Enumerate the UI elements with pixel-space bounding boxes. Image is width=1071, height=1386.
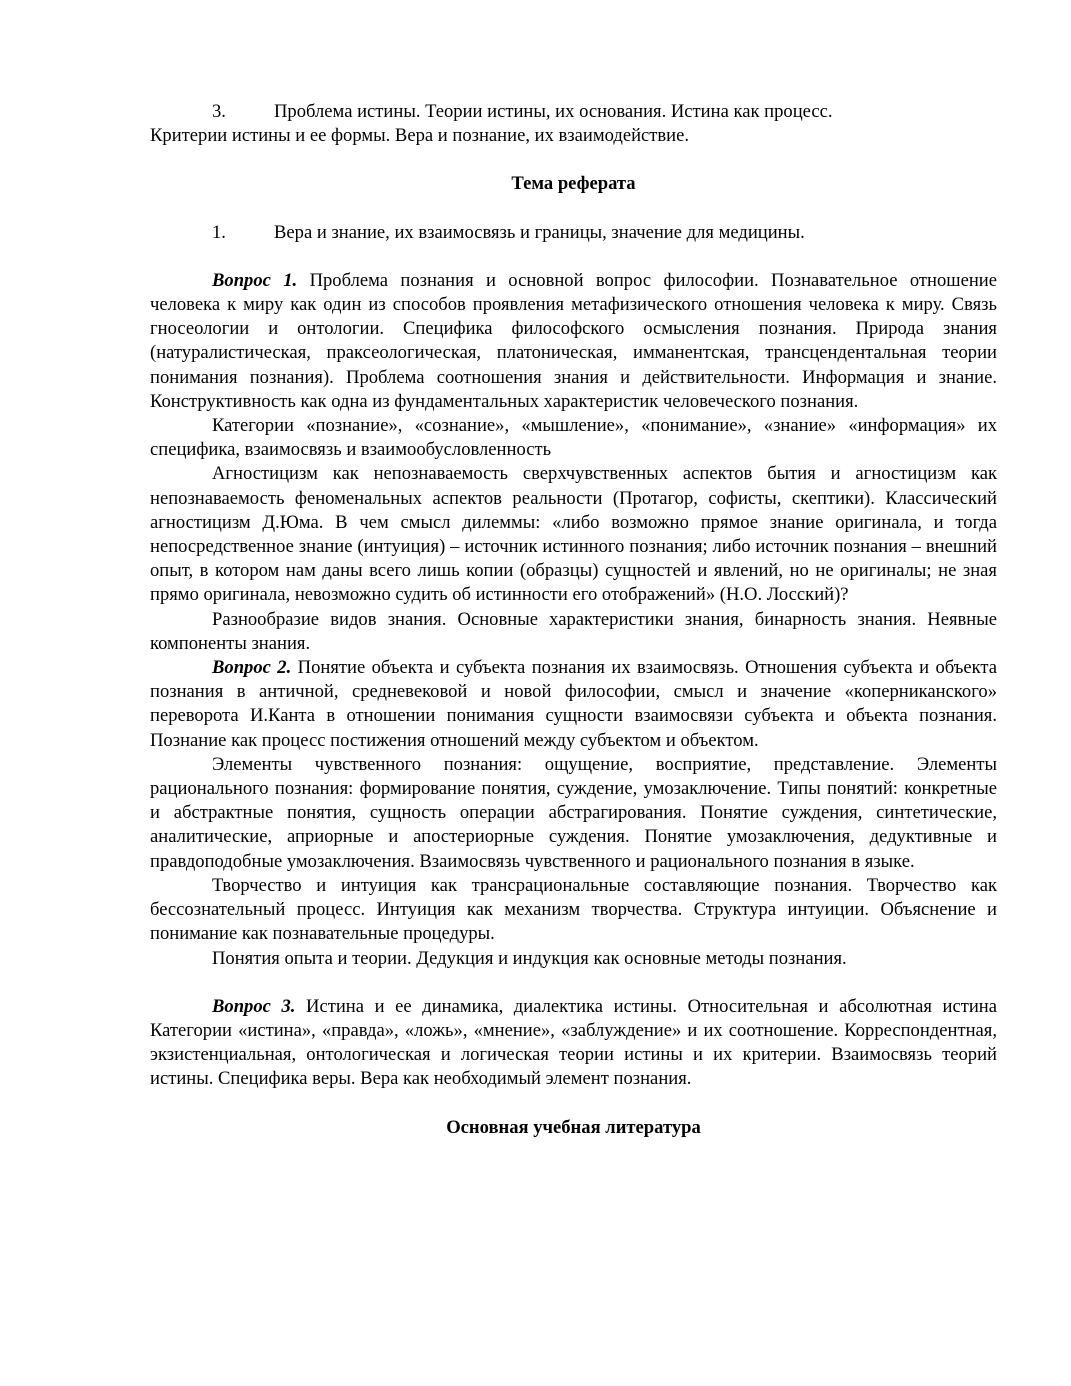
question-1-paragraph-2: Категории «познание», «сознание», «мышление», «понимание», «знание» «информация» их специфика, взаимосвязь и взаимообусловленность: [150, 415, 997, 461]
document-body: [150, 100, 997, 1140]
topic-item-text: Вера и знание, их взаимосвязь и границы, значение для медицины.: [274, 221, 805, 243]
list-item-3-continuation: Критерии истины и ее формы. Вера и познание, их взаимодействие.: [150, 125, 690, 147]
question-3-text: Истина и ее динамика, диалектика истины. Относительная и абсолютная истина Категории «истина», «правда», «ложь», «мнение», «заблуждение» и их соотношение. Корреспондентная, экзистенциальная, онтологическая и логическая теории истины и их критерии. Взаимосвязь теорий истины. Специфика веры. Вера как необходимый элемент познания.: [150, 995, 997, 1090]
question-2-label: Вопрос 2.: [212, 657, 292, 679]
list-number: 1.: [212, 221, 226, 243]
question-2-text: Понятие объекта и субъекта познания их взаимосвязь. Отношения субъекта и объекта познания в античной, средневековой и новой философии, смысл и значение «коперниканского» переворота И.Канта в отношении понимания сущности взаимосвязи субъекта и объекта познания. Познание как процесс постижения отношений между субъектом и объектом.: [150, 657, 997, 751]
question-2-paragraph-3: Творчество и интуиция как трансрациональные составляющие познания. Творчество как бессознательный процесс. Интуиция как механизм творчества. Структура интуиции. Объяснение и понимание как познавательные процедуры.: [150, 874, 997, 945]
question-3-label: Вопрос 3.: [212, 995, 296, 1017]
list-item-3: [150, 100, 997, 124]
question-3-paragraph-1: [150, 995, 997, 1092]
list-number: 3.: [212, 101, 226, 122]
spacer: [150, 1092, 997, 1116]
topic-heading: Тема реферата: [511, 173, 636, 195]
spacer: [150, 971, 997, 995]
question-2-paragraph-1: [150, 656, 997, 753]
spacer: [150, 197, 997, 221]
question-1-text: Проблема познания и основной вопрос философии. Познавательное отношение человека к миру как один из способов проявления метафизического отношения человека к миру. Связь гносеологии и онтологии. Специфика философского осмысления познания. Природа знания (натуралистическая, праксеологическая, платоническая, имманентская, трансцендентальная теории понимания познания). Проблема соотношения знания и действительности. Информация и знание. Конструктивность как одна из фундаментальных характеристик человеческого познания.: [150, 269, 997, 412]
question-2-paragraph-4: Понятия опыта и теории. Дедукция и индукция как основные методы познания.: [212, 947, 847, 969]
spacer: [150, 148, 997, 172]
question-2-paragraph-2: Элементы чувственного познания: ощущение, восприятие, представление. Элементы рационального познания: формирование понятия, суждение, умозаключение. Типы понятий: конкретные и абстрактные понятия, сущность операции абстрагирования. Понятие суждения, синтетические, аналитические, априорные и апостериорные суждения. Понятие умозаключения, дедуктивные и правдоподобные умозаключения. Взаимосвязь чувственного и рационального познания в языке.: [150, 753, 997, 872]
list-item-text: Проблема истины. Теории истины, их основания. Истина как процесс.: [274, 101, 833, 122]
spacer: [150, 245, 997, 269]
question-1-paragraph-1: [150, 269, 997, 414]
literature-heading: Основная учебная литература: [446, 1116, 701, 1138]
question-1-label: Вопрос 1.: [212, 269, 298, 291]
question-1-paragraph-4: Разнообразие видов знания. Основные характеристики знания, бинарность знания. Неявные компоненты знания.: [150, 608, 997, 654]
topic-item-1: [150, 221, 997, 245]
question-1-paragraph-3: Агностицизм как непознаваемость сверхчувственных аспектов бытия и агностицизм как непознаваемость феноменальных аспектов реальности (Протагор, софисты, скептики). Классический агностицизм Д.Юма. В чем смысл дилеммы: «либо возможно прямое знание оригинала, и тогда непосредственное знание (интуиция) – источник истинного познания; либо источник познания – внешний опыт, в котором нам даны всего лишь копии (образцы) сущностей и явлений, но не оригиналы; не зная прямо оригинала, невозможно судить об истинности его отображений» (Н.О. Лосский)?: [150, 463, 997, 606]
